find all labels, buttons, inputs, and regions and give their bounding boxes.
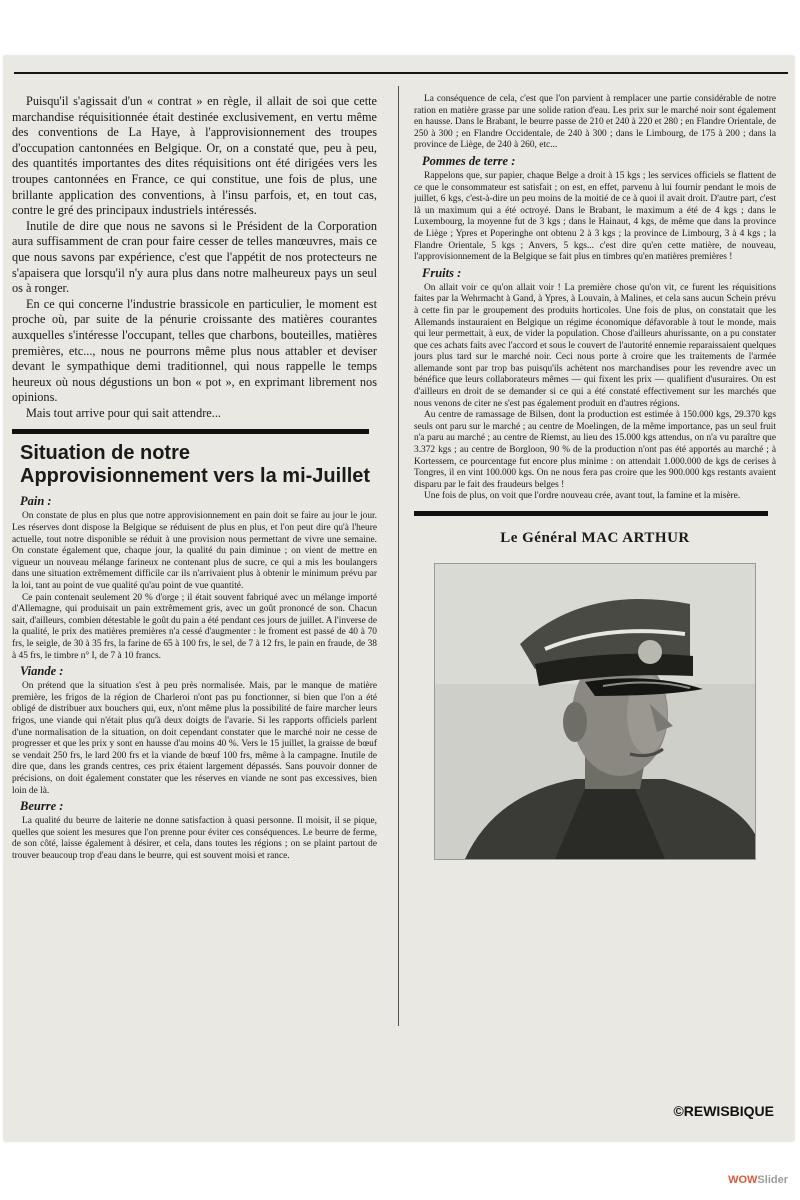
article-paragraph: Une fois de plus, on voit que l'ordre nouveau crée, avant tout, la famine et la misère.	[424, 491, 741, 502]
portrait-illustration	[435, 564, 755, 859]
intro-paragraph: Inutile de dire que nous ne savons si le Président de la Corporation aura suffisamment de cran pour faire cesser de telles manœuvres, mais ce que nous savons par expérience, c'est que l'appétit de nos protecteurs ne s'apaisera que lorsqu'il n'y aura plus dans notre malheureux pays un seul os à ronger.	[12, 218, 377, 296]
article-paragraph: La qualité du beurre de laiterie ne donne satisfaction à quasi personne. Il moisit, il se pique, quelles que soient les mesures que l'on prenne pour éviter ces conséquences. Le beurre de ferme, de son côté, laisse également à désirer, et cela, dans toutes les régions ; on se plaint partout de trouver beaucoup trop d'eau dans le beurre, qui est souvent moisi et rance.	[12, 816, 377, 861]
article-paragraph: On prétend que la situation s'est à peu près normalisée. Mais, par le manque de matière première, les frigos de la région de Charleroi n'ont pas pu fonctionner, si bien que l'on a été obligé de distribuer aux bouchers qui, eux, n'ont même plus la possibilité de faire marcher leurs frigos, une viande qui n'était plus qu'à deux doigts de l'avarie. Si les rapports officiels parlent d'une normalisation de la situation, on doit cependant constater que le marché noir ne cesse de progresser et que les prix y sont en hausse d'au moins 40 %. Vers le 15 juillet, la graisse de bœuf se vendait 250 frs, le lard 200 frs et la viande de bœuf 100 frs, même à la campagne. Inutile de dire que, dans les grands centres, ces prix étaient largement dépassés. Sans pouvoir donner de précisions, on doit également constater que les réserves en viande ne sont pas excessives, bien loin de là.	[12, 681, 377, 796]
watermark-part-b: Slider	[757, 1174, 788, 1186]
portrait-photo	[434, 563, 756, 860]
article-paragraph: Rappelons que, sur papier, chaque Belge a droit à 15 kgs ; les services officiels se flattent de ce que le consommateur est satisfait ; on est, en effet, parvenu à lui fournir pendant le mois de juillet, 6 kgs, c'est-à-dire un peu moins de la moitié de ce à quoi il avait droit. D'autre part, c'est là un maximum qui a été octroyé. Dans le Brabant, le maximum a été de 4 kgs ; dans le Luxembourg, la moyenne fut de 3 kgs ; dans le Hainaut, 4 kgs, de même que dans la province de Liège ; Ypres et Poperinghe ont obtenu 2 à 3 kgs ; la province de Limbourg, 3 à 4 kgs ; la Flandre Orientale, 5 kgs ; Anvers, 5 kgs... c'est dire qu'en cette matière, de nouveau, l'approvisionnement de la Belgique se fait plus en timbres qu'en matières premières !	[414, 170, 776, 263]
photo-credit: ©REWISBIQUE	[673, 1103, 774, 1119]
section-rule	[12, 429, 369, 434]
top-rule	[14, 72, 788, 74]
section-rule	[414, 511, 768, 516]
intro-paragraph: Mais tout arrive pour qui sait attendre...	[26, 405, 221, 420]
portrait-caption: Le Général MAC ARTHUR	[500, 530, 690, 546]
section-heading-fruits: Fruits :	[422, 265, 462, 280]
newspaper-page	[4, 56, 794, 1141]
left-column	[12, 94, 377, 1139]
article-title: Situation de notre Approvisionnement vers la mi-Juillet	[20, 442, 371, 488]
right-column	[414, 94, 776, 1139]
section-heading-pommes-de-terre: Pommes de terre :	[422, 153, 516, 168]
article-paragraph: Ce pain contenait seulement 20 % d'orge ; il était souvent fabriqué avec un mélange importé d'Allemagne, qui produisait un pain extrêmement gris, avec un goût prononcé de son. Chacun sait, d'ailleurs, combien détestable le goût du pain a été pendant ces jours de juillet. A l'inverse de la qualité, le prix des matières premières n'a cessé d'augmenter : le froment est passé de 40 à 70 frs, le seigle, de 30 à 35 frs, la farine de 65 à 100 frs, le sel, de 7 à 12 frs, le pain en fraude, de 38 à 45 frs, le timbre n° I, de 7 à 10 francs.	[12, 592, 377, 661]
column-divider	[398, 86, 399, 1026]
article-paragraph: Au centre de ramassage de Bilsen, dont la production est estimée à 150.000 kgs, 29.370 kgs seuls ont paru sur le marché ; au centre de Moelingen, de la même importance, pas un seul fruit n'a paru au marché ; au centre de Riemst, au lieu des 15.000 kgs attendus, on n'a vu paraître que 3.372 kgs ; au centre de Borgloon, 90 % de la production n'ont pas été apportés au marché ; à Kortessem, ce pourcentage fut encore plus minime : on attendait 1.000.000 de kgs de cerises à Tongres, il en vint 100.000 kgs. On ne nous fera pas croire que les 900.000 kgs restants avaient disparu par le fait des fraudeurs belges !	[414, 410, 776, 490]
intro-paragraph: En ce qui concerne l'industrie brassicole en particulier, le moment est proche où, par suite de la pénurie croissante des matières courantes auxquelles s'intéresse l'occupant, telles que charbons, bouteilles, matières premières, etc..., nous ne pourrons même plus nous attabler et deviser devant le sympathique demi traditionnel, qui nous rappelle le temps heureux où nous dégustions un bon « pot », en exprimant librement nos opinions.	[12, 296, 377, 405]
article-paragraph: On allait voir ce qu'on allait voir ! La première chose qu'on vit, ce furent les réquisitions faites par la Wehrmacht à Gand, à Ypres, à Louvain, à Malines, et cela sans aucun Schein prévu à cette fin par le groupement des produits horticoles. Une fois de plus, on constatait que les Allemands instauraient en Belgique un régime économique défavorable à tout le monde, mais qui leur permettait, à eux, de vider la population. Chose d'ailleurs ahurissante, on a pu constater que ces achats faits avec l'accord et sous le couvert de l'autorité ennemie reparaissaient quelques jours plus tard sur le marché noir. Ceci nous porte à croire que les traitements de l'armée allemande sont par trop bas puisqu'ils achètent nos marchandises pour les revendre avec un bénéfice que leurs collaborateurs mêmes — qui fixent les prix — qualifient d'usuraires. On est d'ailleurs en droit de se demander si ce qui a été constaté effectivement sur les marchés que nous venons de citer ne s'est pas également produit en d'autres régions.	[414, 282, 776, 409]
article-paragraph: La conséquence de cela, c'est que l'on parvient à remplacer une partie considérable de notre ration en matière grasse par une solide ration d'eau. Les prix sur le marché noir sont également en hausse. Dans le Brabant, le beurre passe de 210 et 240 à 220 et 280 ; en Flandre Orientale, de 250 à 300 ; en Flandre Occidentale, de 240 à 300 ; dans le Limbourg, de 175 à 200 ; dans la province de Liège, de 240 à 260, etc...	[414, 94, 776, 151]
section-heading-viande: Viande :	[20, 664, 64, 679]
section-heading-pain: Pain :	[20, 494, 52, 509]
watermark-part-a: WOW	[728, 1174, 758, 1186]
intro-paragraph: Puisqu'il s'agissait d'un « contrat » en règle, il allait de soi que cette marchandise réquisitionnée était destinée exclusivement, en vertu même des conventions de La Haye, à l'approvisionnement des troupes d'occupation cantonnées en Belgique. Or, on a constaté que, peu à peu, des quantités importantes des dites réquisitions ont été dirigées vers les troupes cantonnées en France, ce qui constitue, une fois de plus, une brillante application des conventions, à l'insu parfois, et, en tout cas, contre le gré des principaux industriels intéressés.	[12, 94, 377, 218]
section-heading-beurre: Beurre :	[20, 799, 64, 814]
article-paragraph: On constate de plus en plus que notre approvisionnement en pain doit se faire au jour le jour. Les réserves dont dispose la Belgique se réduisent de plus en plus, et l'on peut dire qu'à l'heure actuelle, tout notre disponible se réduit à une provision nous permettant de vivre une semaine. On constate également que, chaque jour, la qualité du pain diminue ; on vient de mettre en vigueur un nouveau mélange farineux ne contenant plus de sucre, ce qui a mis les boulangers dans une situation extrêmement difficile car ils n'arrivaient plus à obtenir le minimum prévu par la loi, tant au point de vue qualité qu'au point de vue quantité.	[12, 511, 377, 592]
watermark	[728, 1174, 788, 1186]
